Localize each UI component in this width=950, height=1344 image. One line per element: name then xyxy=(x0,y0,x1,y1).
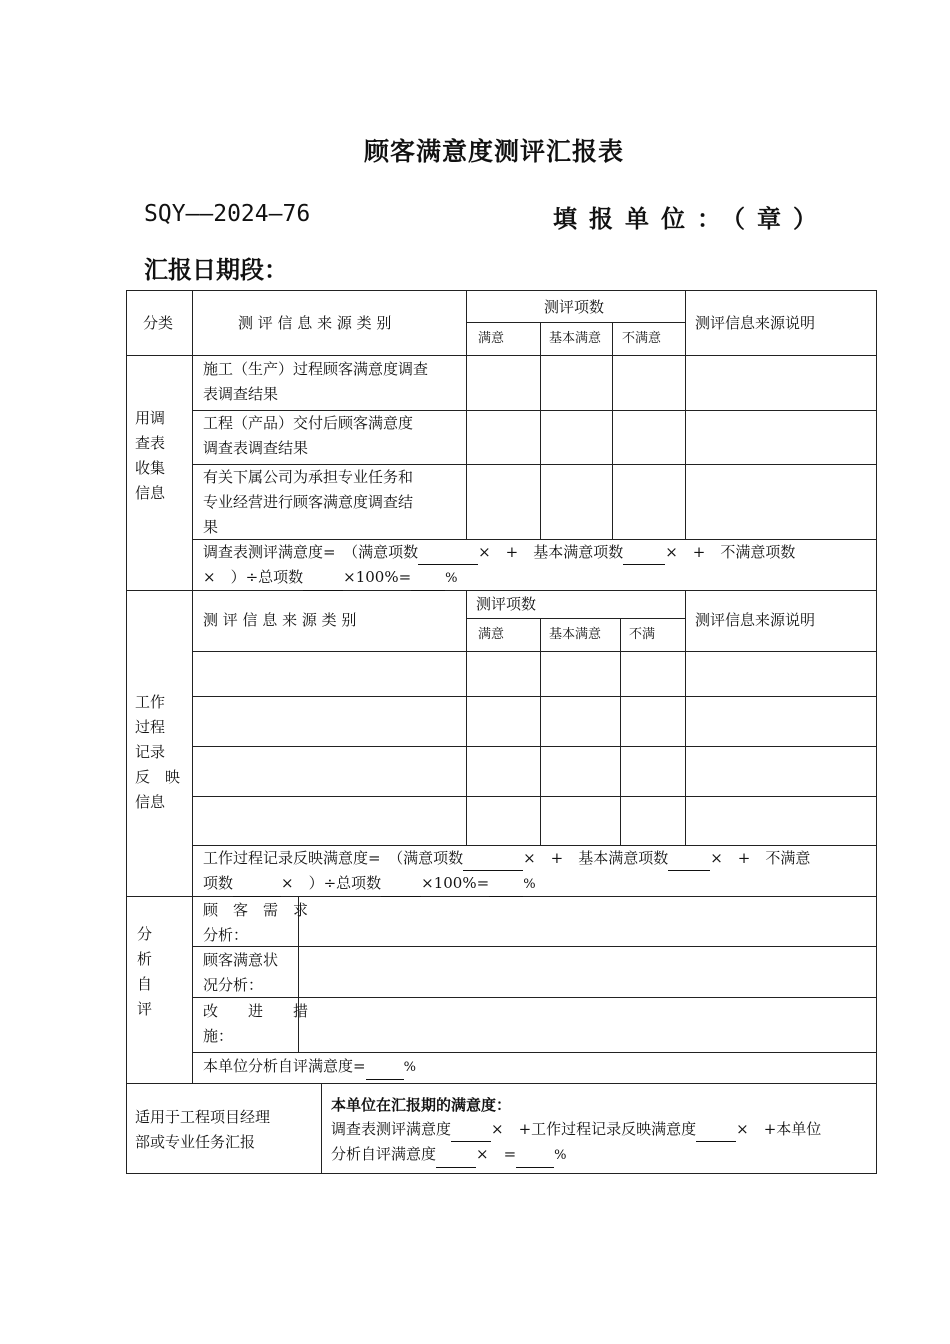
header-items: 测评项数 xyxy=(544,298,605,316)
blank-field[interactable] xyxy=(489,880,523,897)
header-unsatisfied: 不满意 xyxy=(622,331,662,346)
header-source-type: 测 评 信 息 来 源 类 别 xyxy=(238,314,392,332)
section2-header-source-type: 测 评 信 息 来 源 类 别 xyxy=(203,611,357,629)
blank-field[interactable] xyxy=(696,1125,736,1142)
blank-field[interactable] xyxy=(381,880,421,897)
report-period-label: 汇报日期段： xyxy=(144,255,288,284)
header-category: 分类 xyxy=(143,314,174,332)
blank-field[interactable] xyxy=(418,548,478,565)
section4-line-2: 分析自评满意度 × = % xyxy=(331,1142,567,1168)
section2-header-source-desc: 测评信息来源说明 xyxy=(695,611,816,629)
blank-field[interactable] xyxy=(516,1151,554,1168)
blank-field[interactable] xyxy=(668,854,710,871)
section4-line-1: 调查表测评满意度 × +工作过程记录反映满意度 × +本单位 xyxy=(331,1117,821,1142)
section4-heading: 本单位在汇报期的满意度： xyxy=(331,1096,512,1114)
header-basic-satisfied: 基本满意 xyxy=(549,331,602,346)
header-source-desc: 测评信息来源说明 xyxy=(695,314,816,332)
reporting-unit: 填报单位：（章） xyxy=(553,204,829,233)
blank-field[interactable] xyxy=(366,1063,404,1080)
header-satisfied: 满意 xyxy=(478,331,505,346)
blank-field[interactable] xyxy=(411,574,445,591)
blank-field[interactable] xyxy=(303,574,343,591)
section3-formula: 本单位分析自评满意度= % xyxy=(203,1054,416,1080)
section2-header-items: 测评项数 xyxy=(476,595,537,613)
section2-header-satisfied: 满意 xyxy=(478,627,505,642)
blank-field[interactable] xyxy=(436,1151,476,1168)
blank-field[interactable] xyxy=(233,880,281,897)
document-code: SQY——2024—76 xyxy=(144,201,311,227)
page-title: 顾客满意度测评汇报表 xyxy=(363,137,624,166)
blank-field[interactable] xyxy=(463,854,523,871)
blank-field[interactable] xyxy=(451,1125,491,1142)
section2-header-basic-satisfied: 基本满意 xyxy=(549,627,602,642)
blank-field[interactable] xyxy=(623,548,665,565)
section2-header-unsatisfied: 不满 xyxy=(629,627,656,642)
